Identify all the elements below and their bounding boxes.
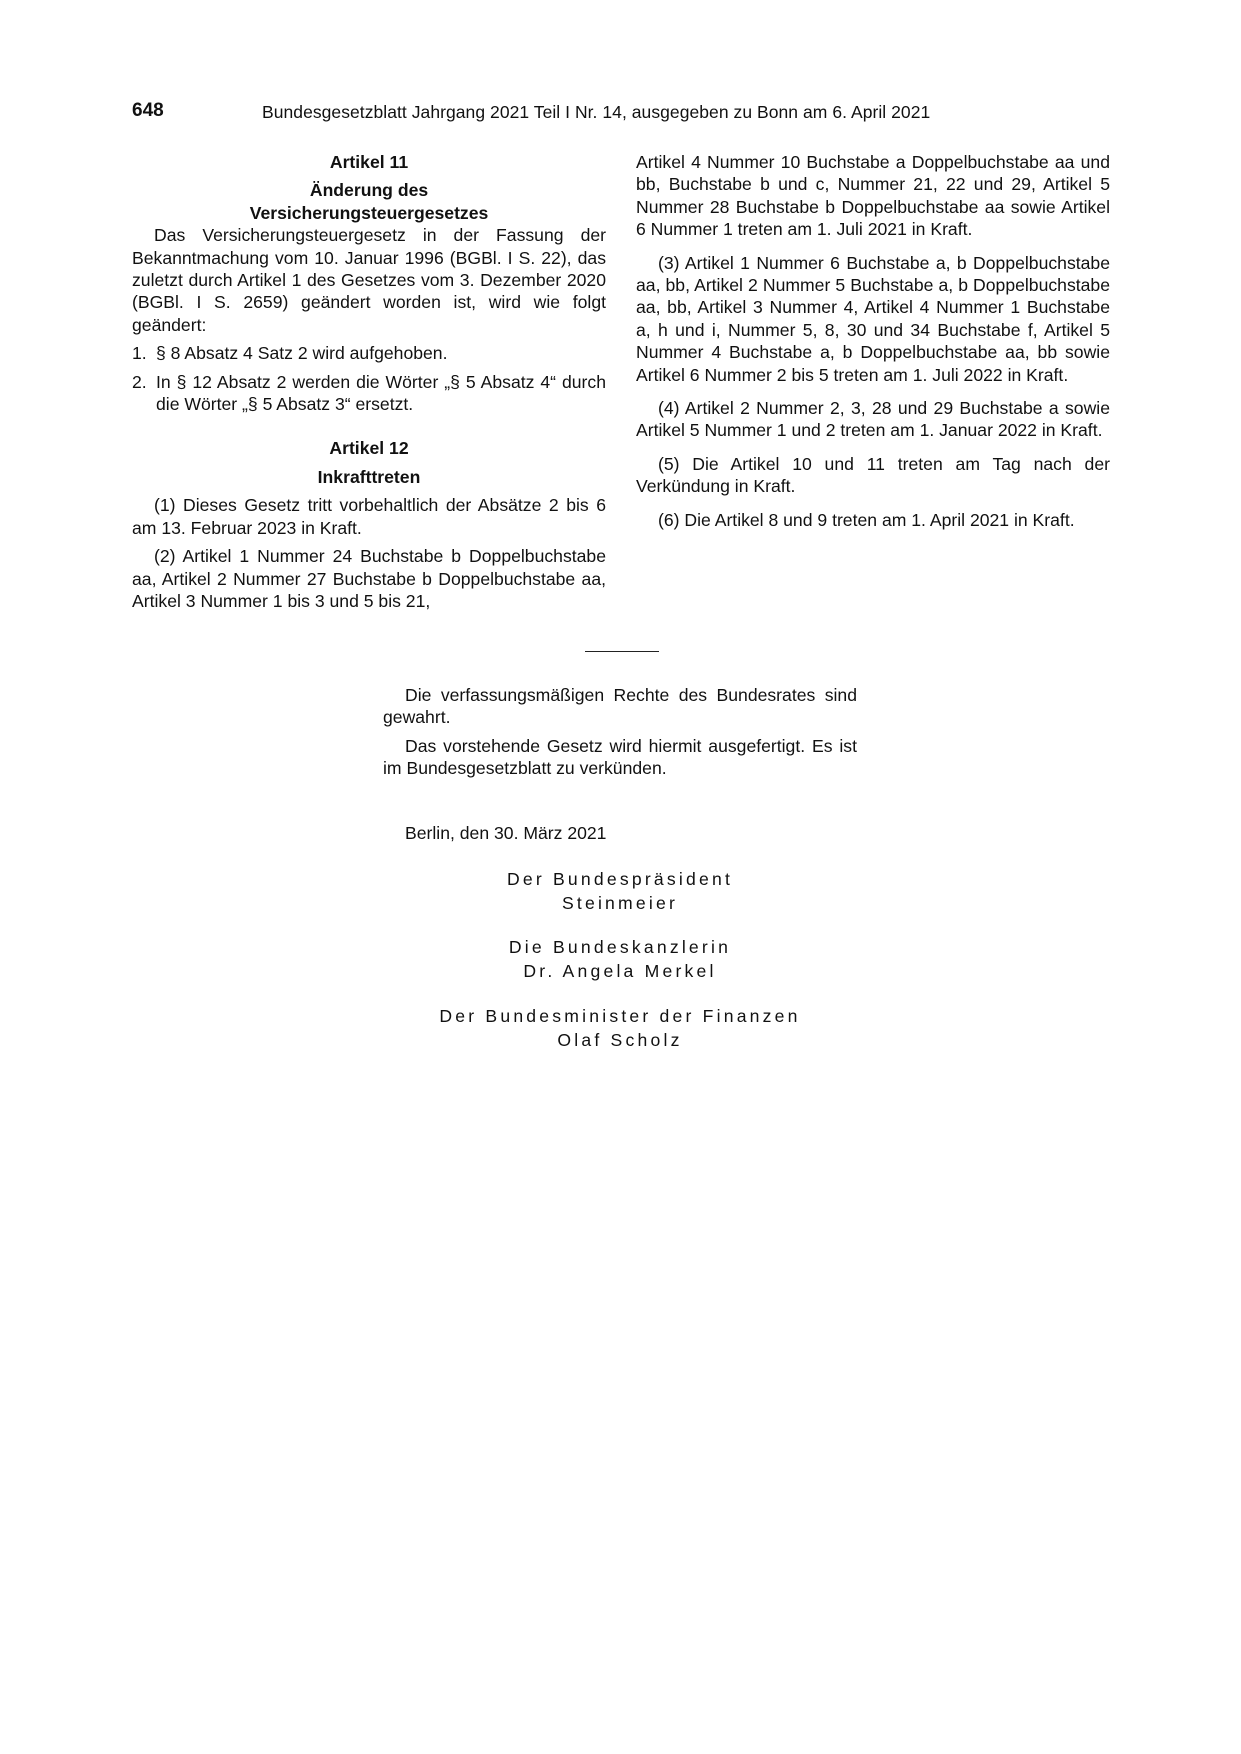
list-item-text: In § 12 Absatz 2 werden die Wörter „§ 5 Absatz 4“ durch die Wörter „§ 5 Absatz 3“ ersetzt. <box>156 371 606 415</box>
page-header <box>132 100 1110 124</box>
closing-paragraph-2: Das vorstehende Gesetz wird hiermit ausgefertigt. Es ist im Bundesgesetzblatt zu verkünden. <box>383 735 857 779</box>
list-item <box>132 371 606 416</box>
closing-formula <box>383 684 857 780</box>
signature-block <box>330 867 910 915</box>
article-12-paragraph-3: (3) Artikel 1 Nummer 6 Buchstabe a, b Doppelbuchstabe aa, bb, Artikel 2 Nummer 5 Buchstabe a, b Doppelbuchstabe aa, bb, Artikel 3 Nummer 4, Artikel 4 Nummer 1 Buchstabe a, h und i, Nummer 5, 8, 30 und 34 Buchstabe f, Artikel 5 Nummer 4 Buchstabe a, b Doppelbuchstabe aa, bb sowie Artikel 6 Nummer 2 bis 5 treten am 1. Juli 2022 in Kraft. <box>636 252 1110 385</box>
article-11-subtitle-line-2: Versicherungsteuergesetzes <box>249 202 489 223</box>
list-item-number: 1. <box>132 343 147 364</box>
header-title: Bundesgesetzblatt Jahrgang 2021 Teil I Nr. 14, ausgegeben zu Bonn am 6. April 2021 <box>262 102 931 122</box>
signatory-office: Der Bundespräsident <box>506 869 734 889</box>
signatory-name: Olaf Scholz <box>557 1030 683 1050</box>
left-column <box>132 151 606 612</box>
article-12-paragraph-5: (5) Die Artikel 10 und 11 treten am Tag nach der Verkündung in Kraft. <box>636 453 1110 497</box>
article-11-intro: Das Versicherungsteuergesetz in der Fassung der Bekanntmachung vom 10. Januar 1996 (BGBl. I S. 22), das zuletzt durch Artikel 1 des Gesetzes vom 3. Dezember 2020 (BGBl. I S. 2659) geändert worden ist, wird wie folgt geändert: <box>132 225 606 335</box>
article-12-paragraph-2-continued: Artikel 4 Nummer 10 Buchstabe a Doppelbuchstabe aa und bb, Buchstabe b und c, Nummer 21, 22 und 29, Artikel 5 Nummer 28 Buchstabe b Doppelbuchstabe aa sowie Artikel 6 Nummer 1 treten am 1. Juli 2021 in Kraft. <box>636 152 1110 240</box>
right-column <box>636 151 1110 531</box>
signatory-name: Steinmeier <box>561 893 679 913</box>
signatory-office: Die Bundeskanzlerin <box>508 937 732 957</box>
article-12-paragraph-2-start: (2) Artikel 1 Nummer 24 Buchstabe b Doppelbuchstabe aa, Artikel 2 Nummer 27 Buchstabe b Doppelbuchstabe aa, Artikel 3 Nummer 1 bis 3 und 5 bis 21, <box>132 546 606 611</box>
list-item-text: § 8 Absatz 4 Satz 2 wird aufgehoben. <box>156 343 448 364</box>
signature-block <box>330 935 910 983</box>
list-item <box>132 342 606 364</box>
page-number: 648 <box>132 100 164 121</box>
section-divider <box>585 651 659 652</box>
signatory-name: Dr. Angela Merkel <box>523 961 717 981</box>
article-11-title: Artikel 11 <box>329 152 409 172</box>
signatory-office: Der Bundesminister der Finanzen <box>439 1006 801 1026</box>
article-12-title: Artikel 12 <box>329 438 409 459</box>
place-and-date: Berlin, den 30. März 2021 <box>405 823 607 843</box>
article-11-subtitle-line-1: Änderung des <box>309 180 429 201</box>
article-12-subtitle: Inkrafttreten <box>317 466 421 487</box>
article-12-paragraph-4: (4) Artikel 2 Nummer 2, 3, 28 und 29 Buchstabe a sowie Artikel 5 Nummer 1 und 2 treten am 1. Januar 2022 in Kraft. <box>636 398 1110 441</box>
closing-paragraph-1: Die verfassungsmäßigen Rechte des Bundesrates sind gewahrt. <box>383 685 857 728</box>
signature-block <box>330 1004 910 1052</box>
article-12-paragraph-1: (1) Dieses Gesetz tritt vorbehaltlich der Absätze 2 bis 6 am 13. Februar 2023 in Kraft. <box>132 495 606 538</box>
article-12-paragraph-6: (6) Die Artikel 8 und 9 treten am 1. April 2021 in Kraft. <box>658 509 1075 530</box>
list-item-number: 2. <box>132 371 147 392</box>
